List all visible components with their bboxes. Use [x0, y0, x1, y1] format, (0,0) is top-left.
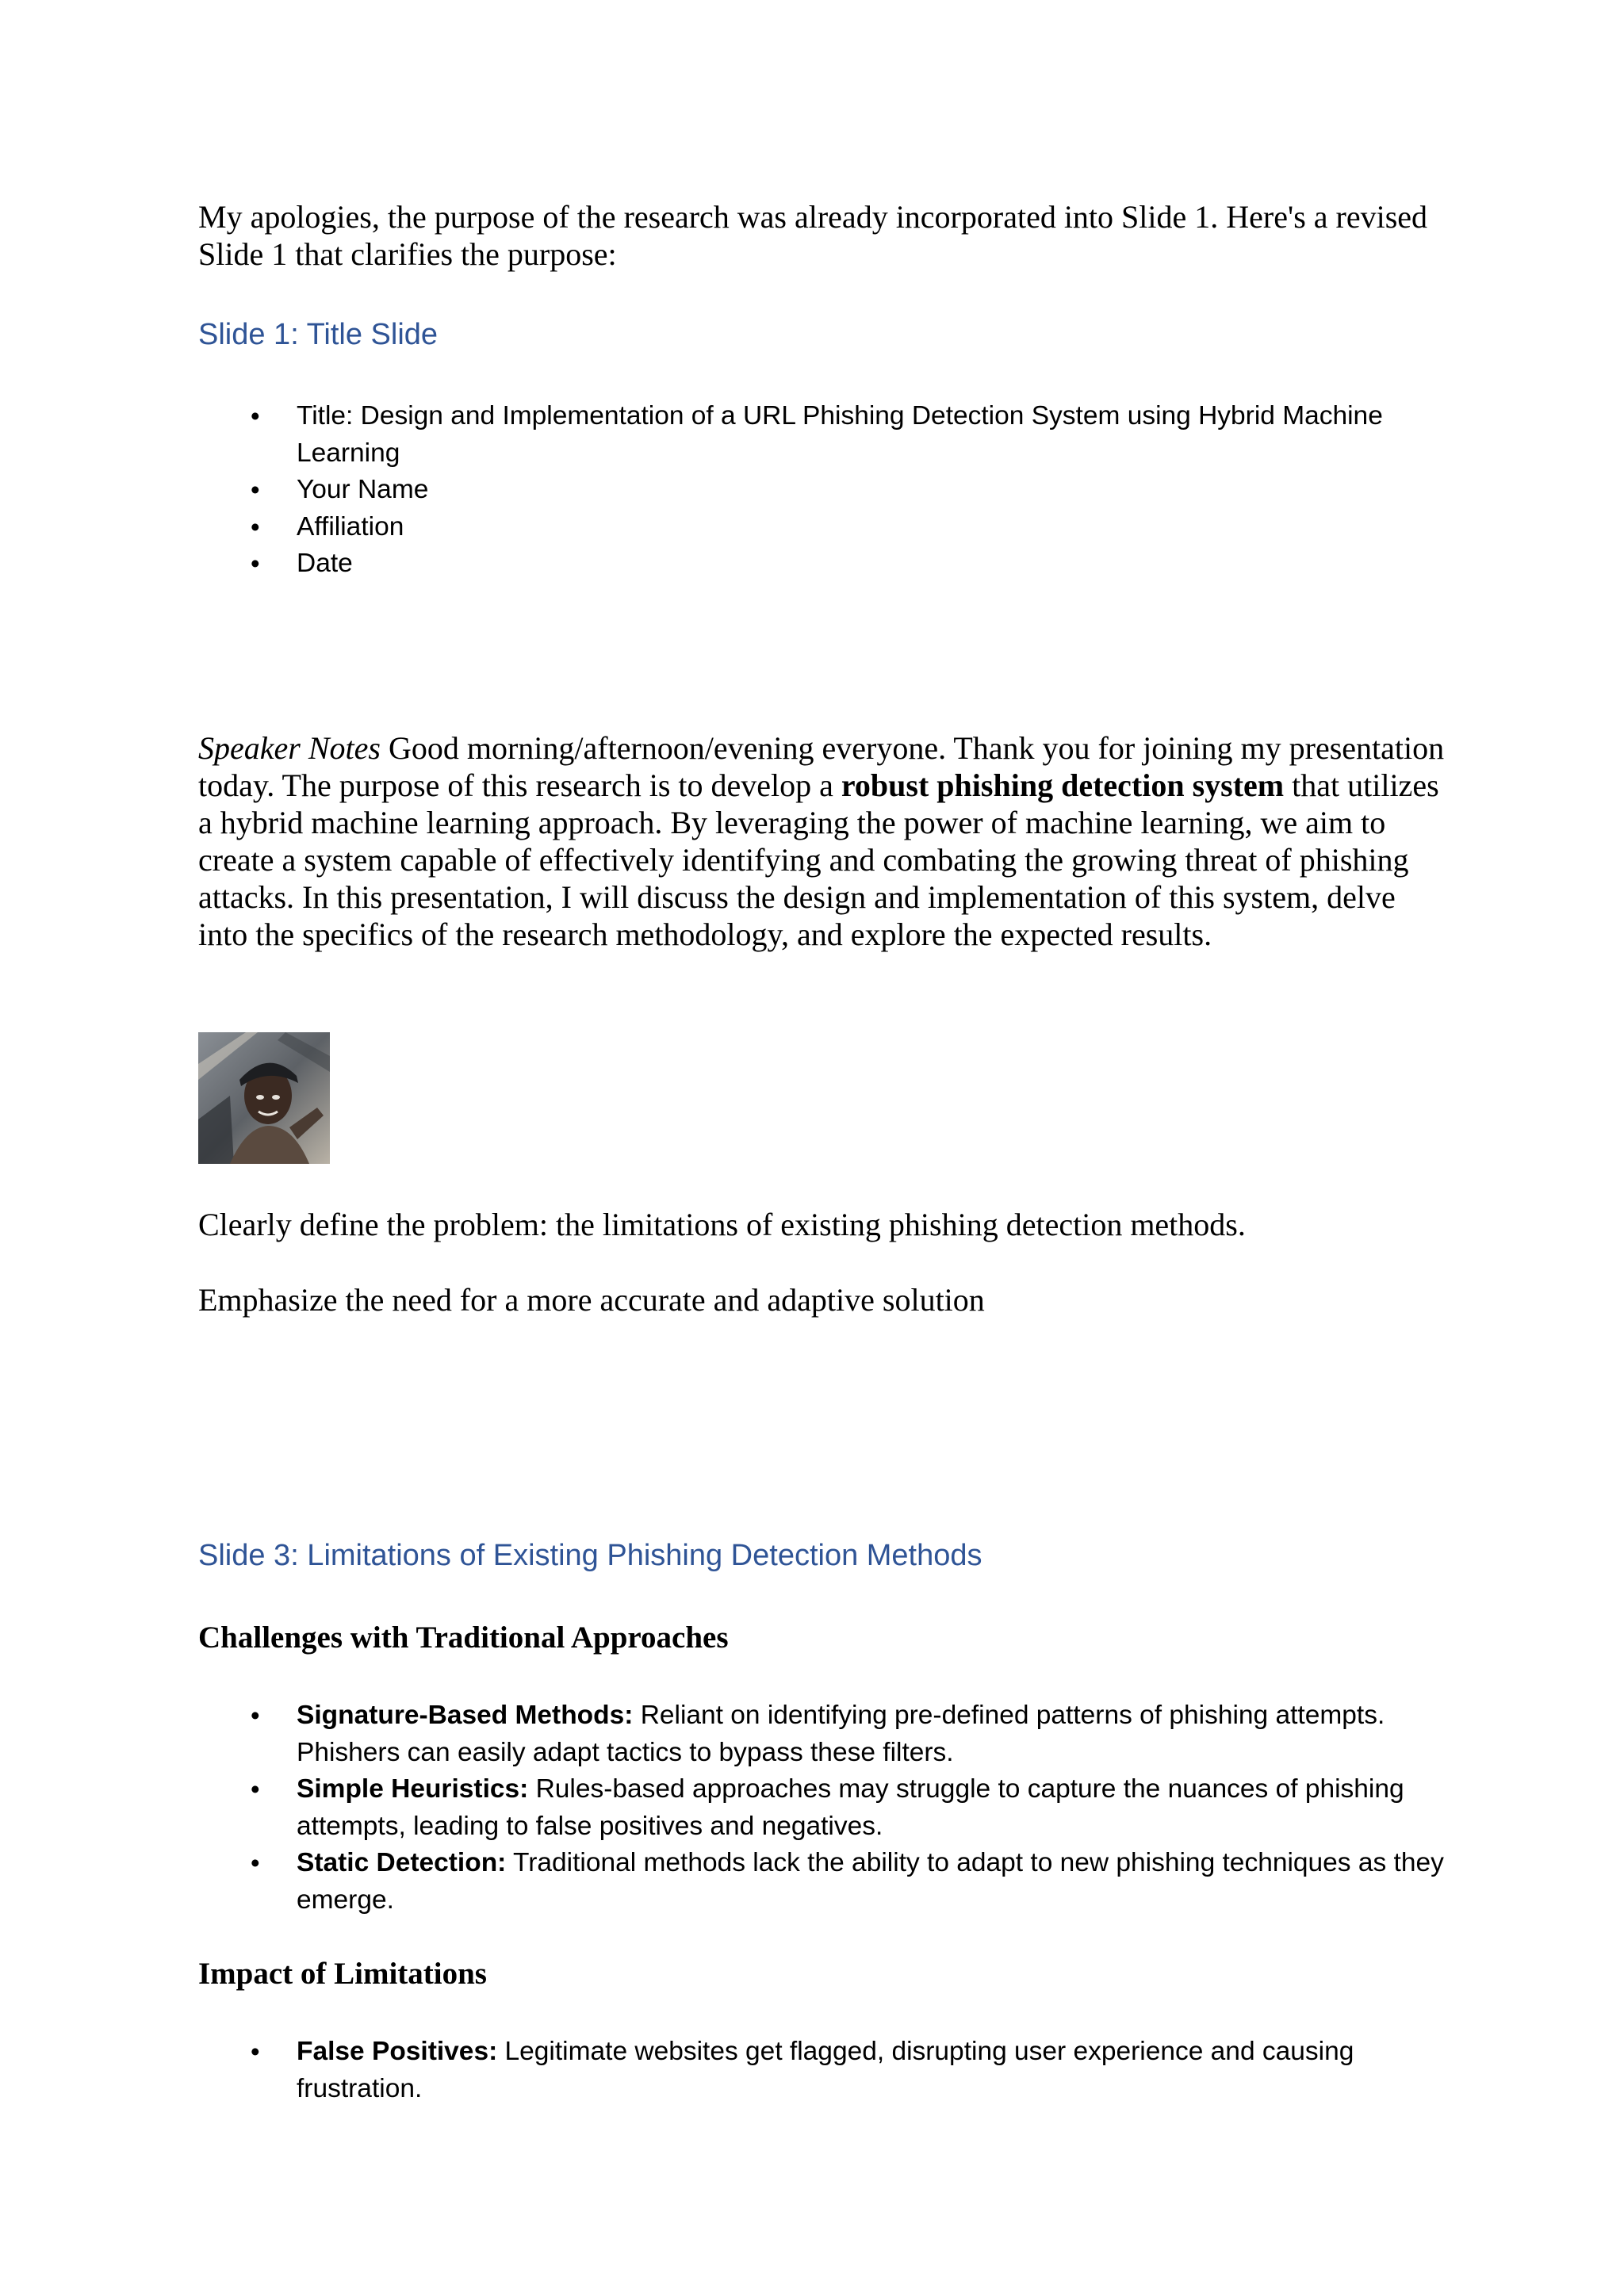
person-photo-icon: [198, 1032, 330, 1164]
list-item: [198, 2034, 1451, 2107]
list-item: [198, 1771, 1451, 1845]
impacts-bullet-list: [198, 2034, 1451, 2107]
bullet-icon: •: [251, 2037, 260, 2066]
challenges-heading: Challenges with Traditional Approaches: [198, 1621, 729, 1655]
bullet-icon: •: [251, 549, 260, 578]
slide1-heading: Slide 1: Title Slide: [198, 318, 439, 351]
bullet-icon: •: [251, 511, 260, 541]
bullet-text: Rules-based approaches may struggle to capture the nuances of phishing attempts, leading to false positives and negatives.: [297, 1774, 1404, 1841]
bullet-icon: •: [251, 1848, 260, 1877]
bullet-text: Your Name: [297, 475, 429, 504]
challenges-bullet-list: [198, 1697, 1451, 1919]
intro-paragraph: My apologies, the purpose of the research was already incorporated into Slide 1. Here's a revised Slide 1 that clarifies the purpose:: [198, 199, 1428, 272]
list-item: [198, 1845, 1451, 1919]
speaker-notes-label: Speaker Notes: [198, 730, 381, 766]
bullet-term: Static Detection:: [297, 1848, 507, 1877]
impact-heading: Impact of Limitations: [198, 1957, 487, 1991]
speaker-photo: [198, 1032, 330, 1164]
speaker-notes-paragraph: [198, 729, 1451, 953]
list-item: [198, 509, 1451, 546]
emphasis-statement: Emphasize the need for a more accurate and adaptive solution: [198, 1282, 985, 1318]
bullet-term: False Positives:: [297, 2037, 498, 2066]
bullet-text: Title: Design and Implementation of a URL Phishing Detection System using Hybrid Machine Learning: [297, 401, 1383, 468]
bullet-text: Reliant on identifying pre-defined patterns of phishing attempts. Phishers can easily adapt tactics to bypass these filters.: [297, 1701, 1385, 1767]
bullet-icon: •: [251, 1774, 260, 1804]
list-item: [198, 398, 1451, 472]
bullet-term: Signature-Based Methods:: [297, 1701, 634, 1730]
slide3-heading: Slide 3: Limitations of Existing Phishing Detection Methods: [198, 1539, 982, 1572]
bullet-icon: •: [251, 401, 260, 430]
bullet-icon: •: [251, 475, 260, 504]
list-item: [198, 472, 1451, 509]
list-item: [198, 1697, 1451, 1771]
bullet-text: Affiliation: [297, 511, 404, 541]
slide1-bullet-list: [198, 398, 1451, 583]
list-item: [198, 545, 1451, 583]
bullet-term: Simple Heuristics:: [297, 1774, 529, 1804]
bullet-text: Legitimate websites get flagged, disrupting user experience and causing frustration.: [297, 2037, 1354, 2103]
bullet-text: Date: [297, 549, 353, 578]
speaker-notes-text-1: Good morning/afternoon/evening everyone. Thank you for joining my presentation today. The purpose of this research is to develop a: [198, 730, 1445, 803]
bullet-icon: •: [251, 1701, 260, 1730]
bullet-text: Traditional methods lack the ability to adapt to new phishing techniques as they emerge.: [297, 1848, 1444, 1915]
speaker-notes-text-2: that utilizes a hybrid machine learning approach. By leveraging the power of machine learning, we aim to create a system capable of effectively identifying and combating the growing threat of phishing attacks. In this presentation, I will discuss the design and implementation of this system, delve into the specifics of the research methodology, and explore the expected results.: [198, 767, 1439, 952]
problem-statement: Clearly define the problem: the limitations of existing phishing detection methods.: [198, 1207, 1246, 1242]
speaker-notes-bold: robust phishing detection system: [841, 767, 1285, 803]
